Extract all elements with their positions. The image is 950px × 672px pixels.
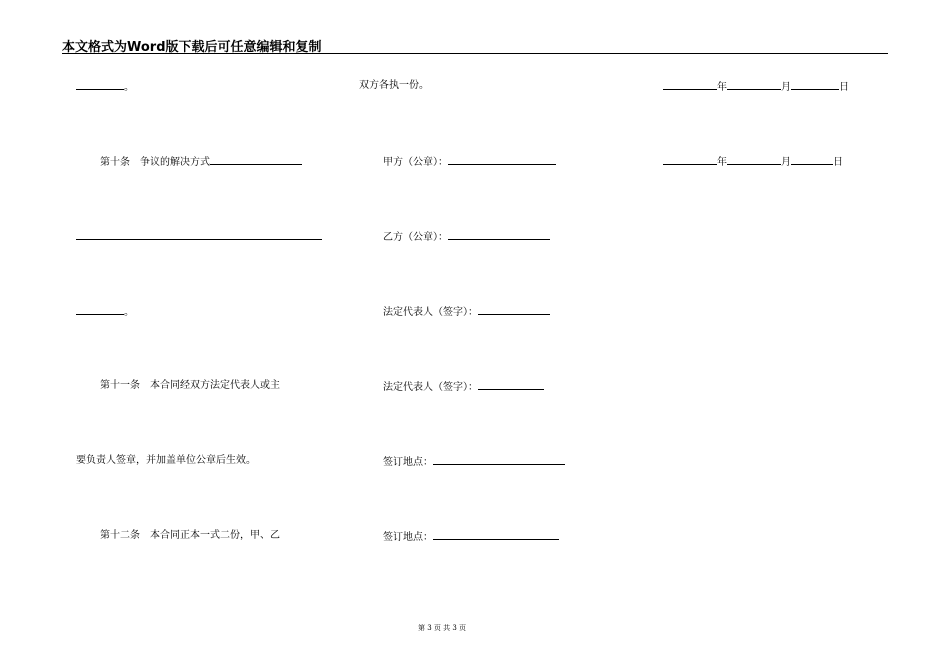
clause-12-continuation: 双方各执一份。 xyxy=(359,80,429,91)
year-field[interactable] xyxy=(663,155,717,165)
day-label: 日 xyxy=(833,157,843,168)
clause-10-title: 第十条 争议的解决方式 xyxy=(100,157,210,168)
clause-11-text: 第十一条 本合同经双方法定代表人或主 xyxy=(100,380,280,391)
blank-field xyxy=(76,305,124,315)
left-line-4-end: 。 xyxy=(124,307,134,318)
party-a-seal-field[interactable] xyxy=(448,155,556,165)
year-label: 年 xyxy=(717,157,727,168)
middle-line-4 xyxy=(383,305,550,319)
month-field[interactable] xyxy=(727,155,781,165)
left-line-4 xyxy=(76,305,134,319)
left-line-5 xyxy=(100,380,280,392)
date-line-2 xyxy=(663,155,843,169)
day-field[interactable] xyxy=(791,155,833,165)
legal-rep-b-label: 法定代表人（签字）： xyxy=(383,382,478,393)
clause-11-continuation: 要负责人签章，并加盖单位公章后生效。 xyxy=(76,455,256,466)
header-divider xyxy=(62,53,888,54)
signing-place-b-label: 签订地点： xyxy=(383,532,433,543)
left-line-3 xyxy=(76,230,322,244)
month-label: 月 xyxy=(781,82,791,93)
middle-line-7 xyxy=(383,530,559,544)
year-label: 年 xyxy=(717,82,727,93)
legal-rep-b-field[interactable] xyxy=(478,380,544,390)
middle-line-5 xyxy=(383,380,544,394)
blank-field xyxy=(210,155,302,165)
party-a-seal-label: 甲方（公章）： xyxy=(383,157,448,168)
blank-field xyxy=(76,80,124,90)
signing-place-a-field[interactable] xyxy=(433,455,565,465)
middle-line-6 xyxy=(383,455,565,469)
signing-place-a-label: 签订地点： xyxy=(383,457,433,468)
clause-12-text: 第十二条 本合同正本一式二份，甲、乙 xyxy=(100,530,280,541)
year-field[interactable] xyxy=(663,80,717,90)
party-b-seal-label: 乙方（公章）： xyxy=(383,232,448,243)
middle-line-1 xyxy=(359,80,429,92)
date-line-1 xyxy=(663,80,849,94)
left-line-6 xyxy=(76,455,256,467)
left-line-1-end: 。 xyxy=(124,82,134,93)
left-line-2 xyxy=(100,155,302,169)
signing-place-b-field[interactable] xyxy=(433,530,559,540)
middle-line-2 xyxy=(383,155,556,169)
legal-rep-a-label: 法定代表人（签字）： xyxy=(383,307,478,318)
legal-rep-a-field[interactable] xyxy=(478,305,550,315)
day-label: 日 xyxy=(839,82,849,93)
day-field[interactable] xyxy=(791,80,839,90)
middle-line-3 xyxy=(383,230,550,244)
page-footer: 第 3 页 共 3 页 xyxy=(417,624,467,632)
left-line-7 xyxy=(100,530,280,542)
document-header-title: 本文格式为Word版下载后可任意编辑和复制 xyxy=(62,40,322,55)
blank-field xyxy=(76,230,322,240)
party-b-seal-field[interactable] xyxy=(448,230,550,240)
month-label: 月 xyxy=(781,157,791,168)
left-line-1 xyxy=(76,80,134,94)
month-field[interactable] xyxy=(727,80,781,90)
